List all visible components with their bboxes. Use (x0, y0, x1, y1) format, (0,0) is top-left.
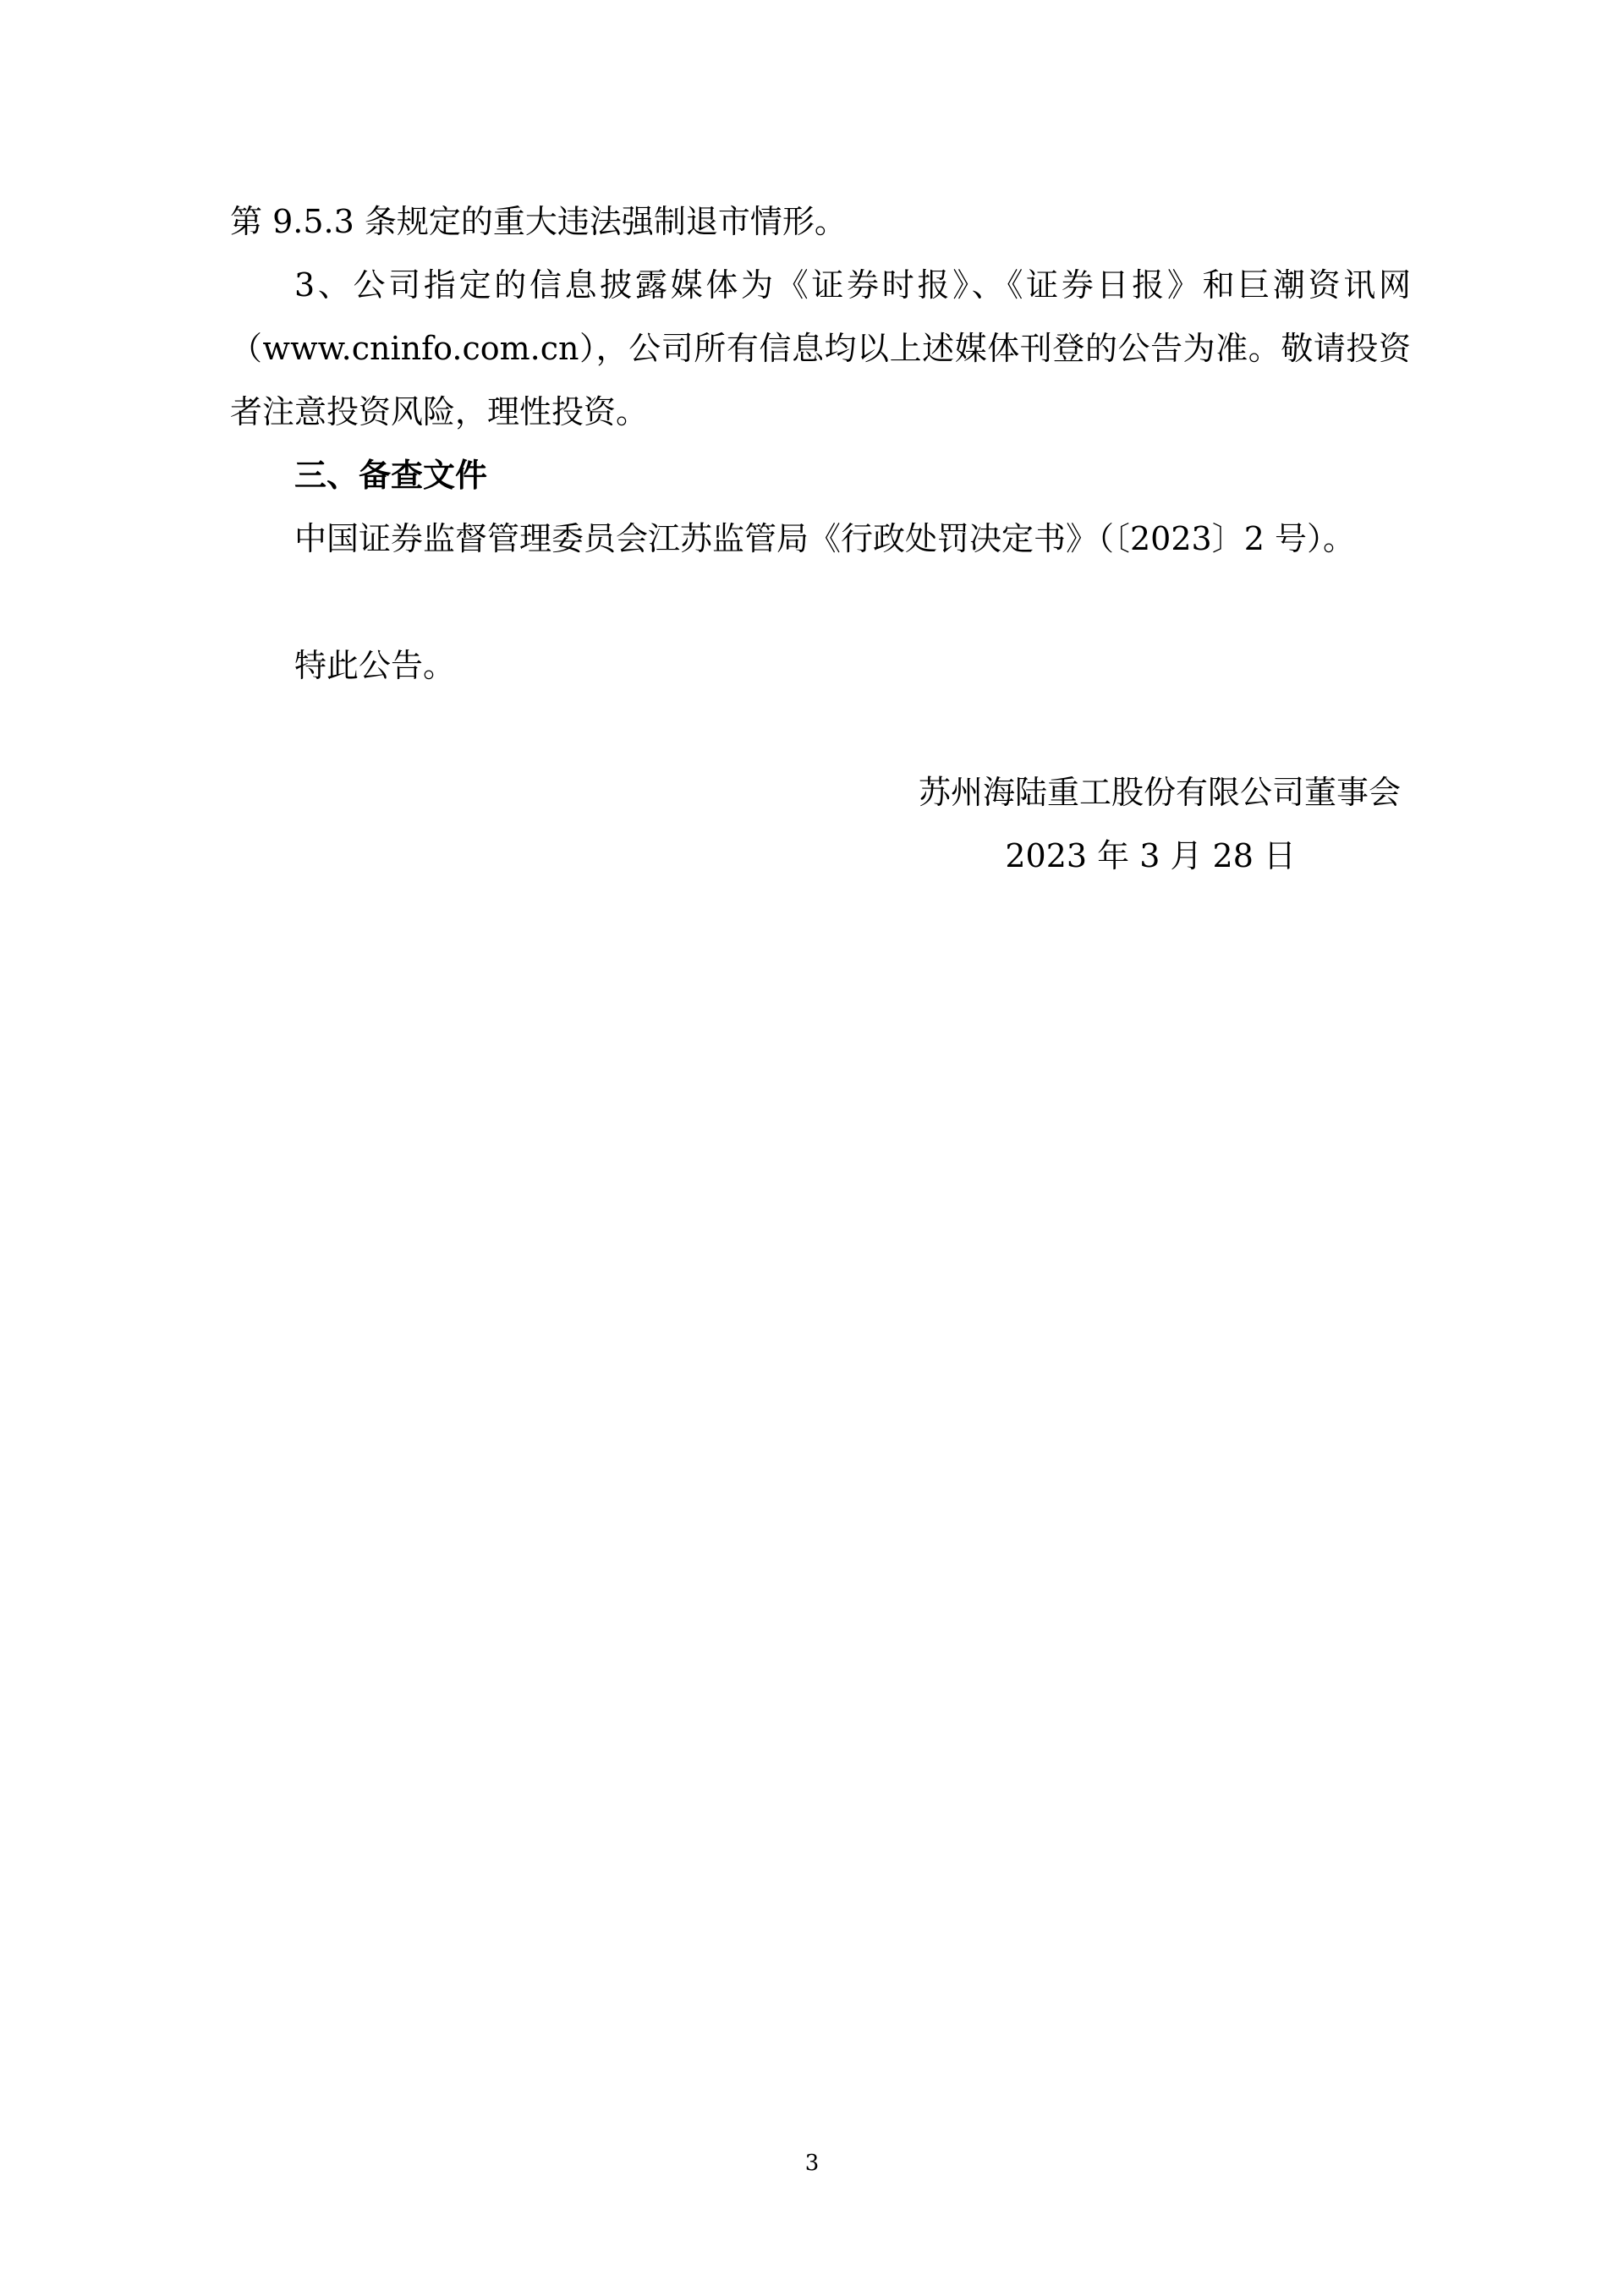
closing-statement: 特此公告。 (294, 647, 456, 684)
blank-line (230, 698, 1411, 761)
paragraph-delisting-clause: 第 9.5.3 条规定的重大违法强制退市情形。 (230, 203, 847, 240)
signature-company: 苏州海陆重工股份有限公司董事会 (918, 774, 1401, 811)
reference-document-item: 中国证券监督管理委员会江苏监管局《行政处罚决定书》（〔2023〕2 号）。 (294, 520, 1355, 557)
page-number: 3 (804, 2151, 820, 2176)
signature-date: 2023 年 3 月 28 日 (1005, 837, 1296, 874)
paragraph-media-line-1: 3、公司指定的信息披露媒体为《证券时报》、《证券日报》和巨潮资讯网 (294, 266, 1411, 304)
paragraph-media-line-3: 者注意投资风险，理性投资。 (230, 393, 649, 430)
section-heading-reference-documents: 三、备查文件 (294, 457, 488, 494)
paragraph-media-line-2: （www.cninfo.com.cn），公司所有信息均以上述媒体刊登的公告为准。敬请投资 (230, 330, 1411, 367)
blank-line (230, 571, 1411, 634)
announcement-body (230, 190, 1411, 888)
